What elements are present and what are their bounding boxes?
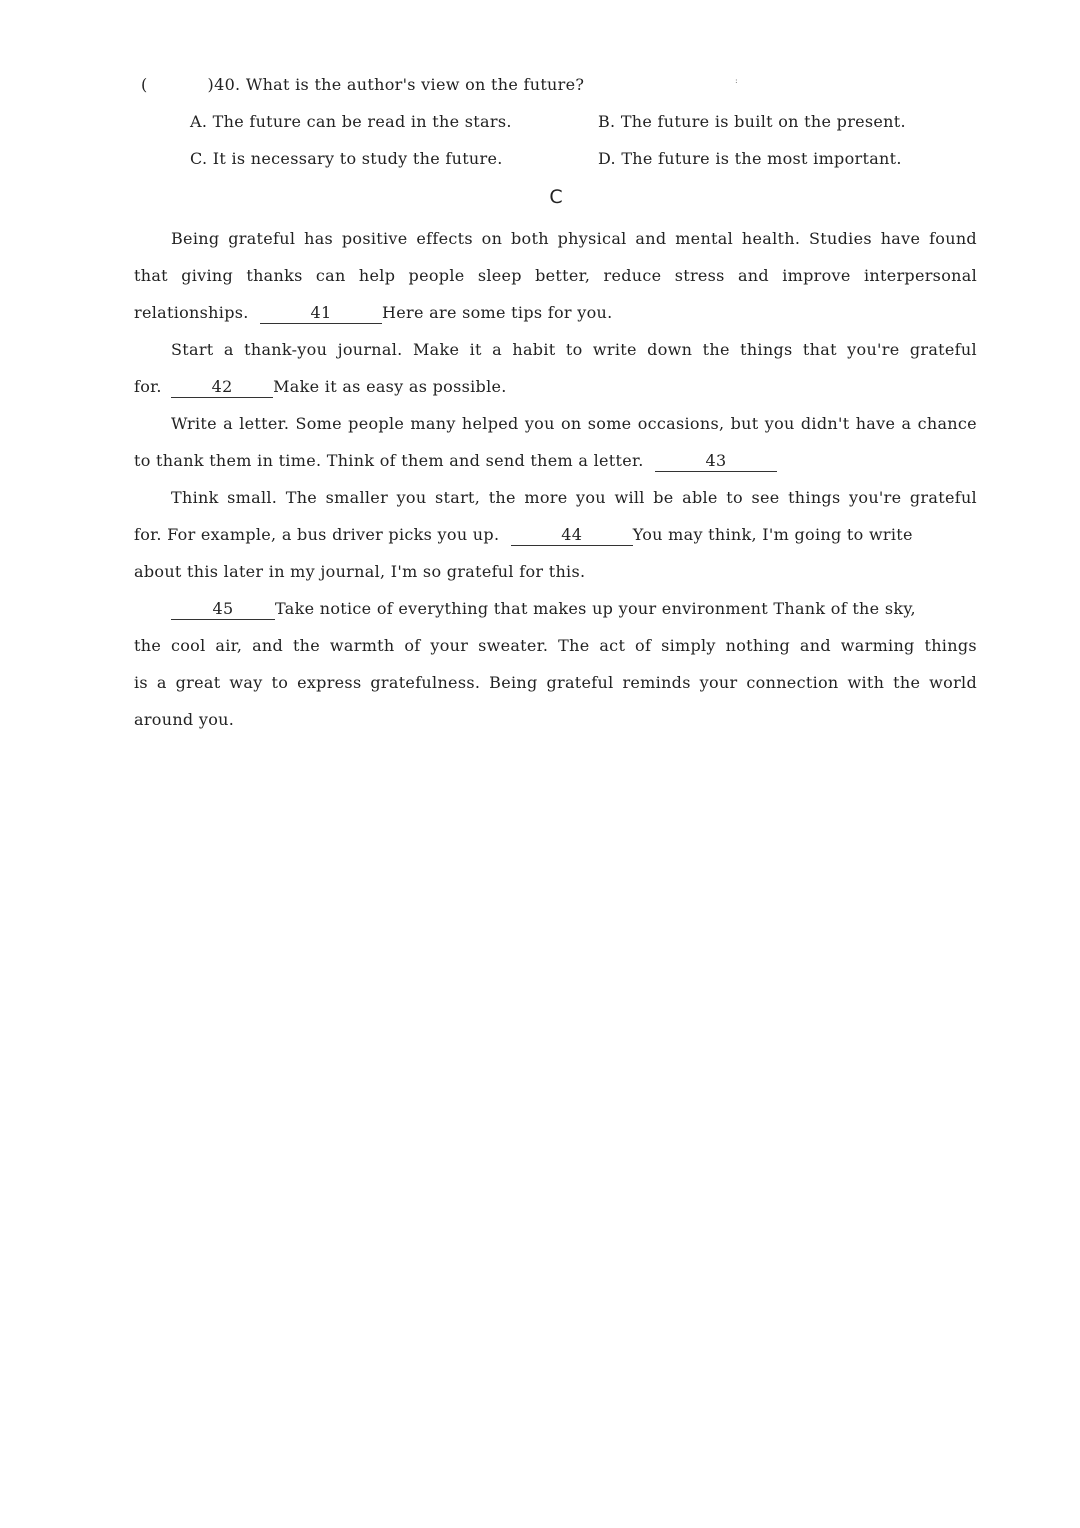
p1-line-3-text: relationships. bbox=[134, 303, 249, 322]
p5-line-1-after: Take notice of everything that makes up your environment Thank of the sky, bbox=[275, 599, 916, 618]
word: thank-you bbox=[244, 340, 328, 359]
word: write bbox=[592, 340, 637, 359]
word: your bbox=[699, 673, 738, 692]
blank-42[interactable]: 42 bbox=[171, 377, 273, 398]
p2-line-2 bbox=[134, 375, 507, 399]
p5-line-3 bbox=[134, 671, 977, 695]
p1-line-3 bbox=[134, 301, 613, 325]
word: both bbox=[511, 229, 549, 248]
p1-line-3-after: Here are some tips for you. bbox=[382, 303, 613, 322]
word: you bbox=[576, 488, 606, 507]
word: have bbox=[880, 229, 921, 248]
p2-line-1 bbox=[171, 338, 977, 362]
word: is bbox=[134, 673, 148, 692]
word: occasions, bbox=[637, 414, 725, 433]
word: act bbox=[599, 636, 626, 655]
blank-43[interactable]: 43 bbox=[655, 451, 777, 472]
word: sweater. bbox=[478, 636, 549, 655]
word: chance bbox=[917, 414, 977, 433]
word: way bbox=[229, 673, 263, 692]
word: your bbox=[430, 636, 469, 655]
p3-line-2-text: to thank them in time. Think of them and send them a letter. bbox=[134, 451, 644, 470]
word: stress bbox=[674, 266, 725, 285]
option-d: D. The future is the most important. bbox=[598, 149, 902, 168]
word: express bbox=[297, 673, 362, 692]
word: that bbox=[802, 340, 837, 359]
p5-line-4: around you. bbox=[134, 710, 235, 729]
option-c: C. It is necessary to study the future. bbox=[190, 149, 503, 168]
word: small. bbox=[227, 488, 278, 507]
word: and bbox=[799, 636, 831, 655]
word: but bbox=[730, 414, 759, 433]
word: the bbox=[134, 636, 162, 655]
word: to bbox=[565, 340, 583, 359]
word: will bbox=[614, 488, 645, 507]
word: people bbox=[348, 414, 405, 433]
p5-line-1 bbox=[171, 597, 916, 621]
word: Being bbox=[171, 229, 220, 248]
word: physical bbox=[557, 229, 627, 248]
word: things bbox=[740, 340, 793, 359]
word: of bbox=[404, 636, 421, 655]
word: can bbox=[315, 266, 346, 285]
word: down bbox=[647, 340, 693, 359]
word: sleep bbox=[477, 266, 522, 285]
word: Studies bbox=[809, 229, 872, 248]
word: grateful bbox=[228, 229, 296, 248]
word: world bbox=[929, 673, 977, 692]
word: simply bbox=[661, 636, 716, 655]
word: and bbox=[635, 229, 667, 248]
word: mental bbox=[675, 229, 734, 248]
word: a bbox=[156, 673, 167, 692]
question-40-stem: 40. What is the author's view on the future? bbox=[214, 75, 585, 94]
word: the bbox=[893, 673, 921, 692]
answer-bracket-open: ( bbox=[141, 75, 148, 94]
option-a: A. The future can be read in the stars. bbox=[190, 112, 512, 131]
word: air, bbox=[215, 636, 243, 655]
blank-45[interactable]: 45 bbox=[171, 599, 275, 620]
word: warming bbox=[840, 636, 915, 655]
word: health. bbox=[741, 229, 801, 248]
word: journal. bbox=[337, 340, 403, 359]
word: smaller bbox=[325, 488, 389, 507]
word: Some bbox=[295, 414, 342, 433]
word: connection bbox=[746, 673, 839, 692]
word: effects bbox=[416, 229, 473, 248]
word: the bbox=[702, 340, 730, 359]
word: the bbox=[292, 636, 321, 655]
word: letter. bbox=[239, 414, 290, 433]
p4-line-3: about this later in my journal, I'm so grateful for this. bbox=[134, 562, 586, 581]
word: thanks bbox=[246, 266, 303, 285]
word: gratefulness. bbox=[370, 673, 481, 692]
word: a bbox=[223, 340, 234, 359]
word: found bbox=[929, 229, 977, 248]
word: many bbox=[410, 414, 456, 433]
word: reduce bbox=[603, 266, 662, 285]
word: positive bbox=[341, 229, 408, 248]
word: improve bbox=[782, 266, 851, 285]
p5-line-2 bbox=[134, 634, 977, 658]
p4-line-2-text: for. For example, a bus driver picks you up. bbox=[134, 525, 500, 544]
word: you bbox=[396, 488, 427, 507]
word: you're bbox=[847, 340, 900, 359]
word: has bbox=[304, 229, 334, 248]
word: that bbox=[134, 266, 168, 285]
blank-44[interactable]: 44 bbox=[511, 525, 633, 546]
word: have bbox=[855, 414, 896, 433]
word: things bbox=[788, 488, 841, 507]
word: interpersonal bbox=[863, 266, 977, 285]
word: nothing bbox=[725, 636, 791, 655]
stray-mark: : bbox=[735, 76, 738, 85]
word: you're bbox=[849, 488, 902, 507]
word: on bbox=[481, 229, 503, 248]
word: Start bbox=[171, 340, 214, 359]
p4-line-2 bbox=[134, 523, 913, 547]
word: you bbox=[524, 414, 555, 433]
word: and bbox=[737, 266, 769, 285]
word: the bbox=[488, 488, 516, 507]
word: of bbox=[635, 636, 652, 655]
word: Make bbox=[412, 340, 460, 359]
p3-line-2 bbox=[134, 449, 777, 473]
word: The bbox=[558, 636, 590, 655]
word: see bbox=[751, 488, 780, 507]
word: Think bbox=[171, 488, 219, 507]
word: warmth bbox=[329, 636, 395, 655]
word: some bbox=[587, 414, 632, 433]
p1-line-1 bbox=[171, 227, 977, 251]
p2-line-2-after: Make it as easy as possible. bbox=[273, 377, 507, 396]
word: didn't bbox=[800, 414, 850, 433]
word: a bbox=[901, 414, 912, 433]
word: habit bbox=[512, 340, 556, 359]
word: able bbox=[682, 488, 718, 507]
p4-line-2-after: You may think, I'm going to write bbox=[632, 525, 913, 544]
word: on bbox=[560, 414, 582, 433]
option-b: B. The future is built on the present. bbox=[598, 112, 906, 131]
word: cool bbox=[170, 636, 206, 655]
word: and bbox=[252, 636, 284, 655]
word: start, bbox=[435, 488, 481, 507]
word: The bbox=[285, 488, 318, 507]
word: people bbox=[408, 266, 465, 285]
word: you bbox=[764, 414, 795, 433]
word: grateful bbox=[909, 488, 977, 507]
word: things bbox=[924, 636, 977, 655]
word: great bbox=[175, 673, 221, 692]
word: helped bbox=[461, 414, 519, 433]
word: Write bbox=[171, 414, 217, 433]
p2-line-2-text: for. bbox=[134, 377, 162, 396]
word: to bbox=[726, 488, 743, 507]
word: giving bbox=[181, 266, 234, 285]
word: more bbox=[524, 488, 568, 507]
word: Being bbox=[489, 673, 538, 692]
answer-bracket-close: ) bbox=[207, 75, 215, 94]
word: reminds bbox=[622, 673, 691, 692]
p4-line-1 bbox=[171, 486, 977, 510]
word: it bbox=[469, 340, 482, 359]
word: to bbox=[271, 673, 289, 692]
word: grateful bbox=[909, 340, 977, 359]
word: help bbox=[358, 266, 396, 285]
word: be bbox=[653, 488, 674, 507]
p1-line-2 bbox=[134, 264, 977, 288]
word: better, bbox=[535, 266, 591, 285]
p3-line-1 bbox=[171, 412, 977, 436]
word: grateful bbox=[546, 673, 614, 692]
question-40-stem-line bbox=[141, 73, 584, 97]
word: with bbox=[847, 673, 885, 692]
word: a bbox=[223, 414, 233, 433]
blank-41[interactable]: 41 bbox=[260, 303, 382, 324]
word: a bbox=[492, 340, 502, 359]
section-heading: C bbox=[549, 186, 563, 208]
